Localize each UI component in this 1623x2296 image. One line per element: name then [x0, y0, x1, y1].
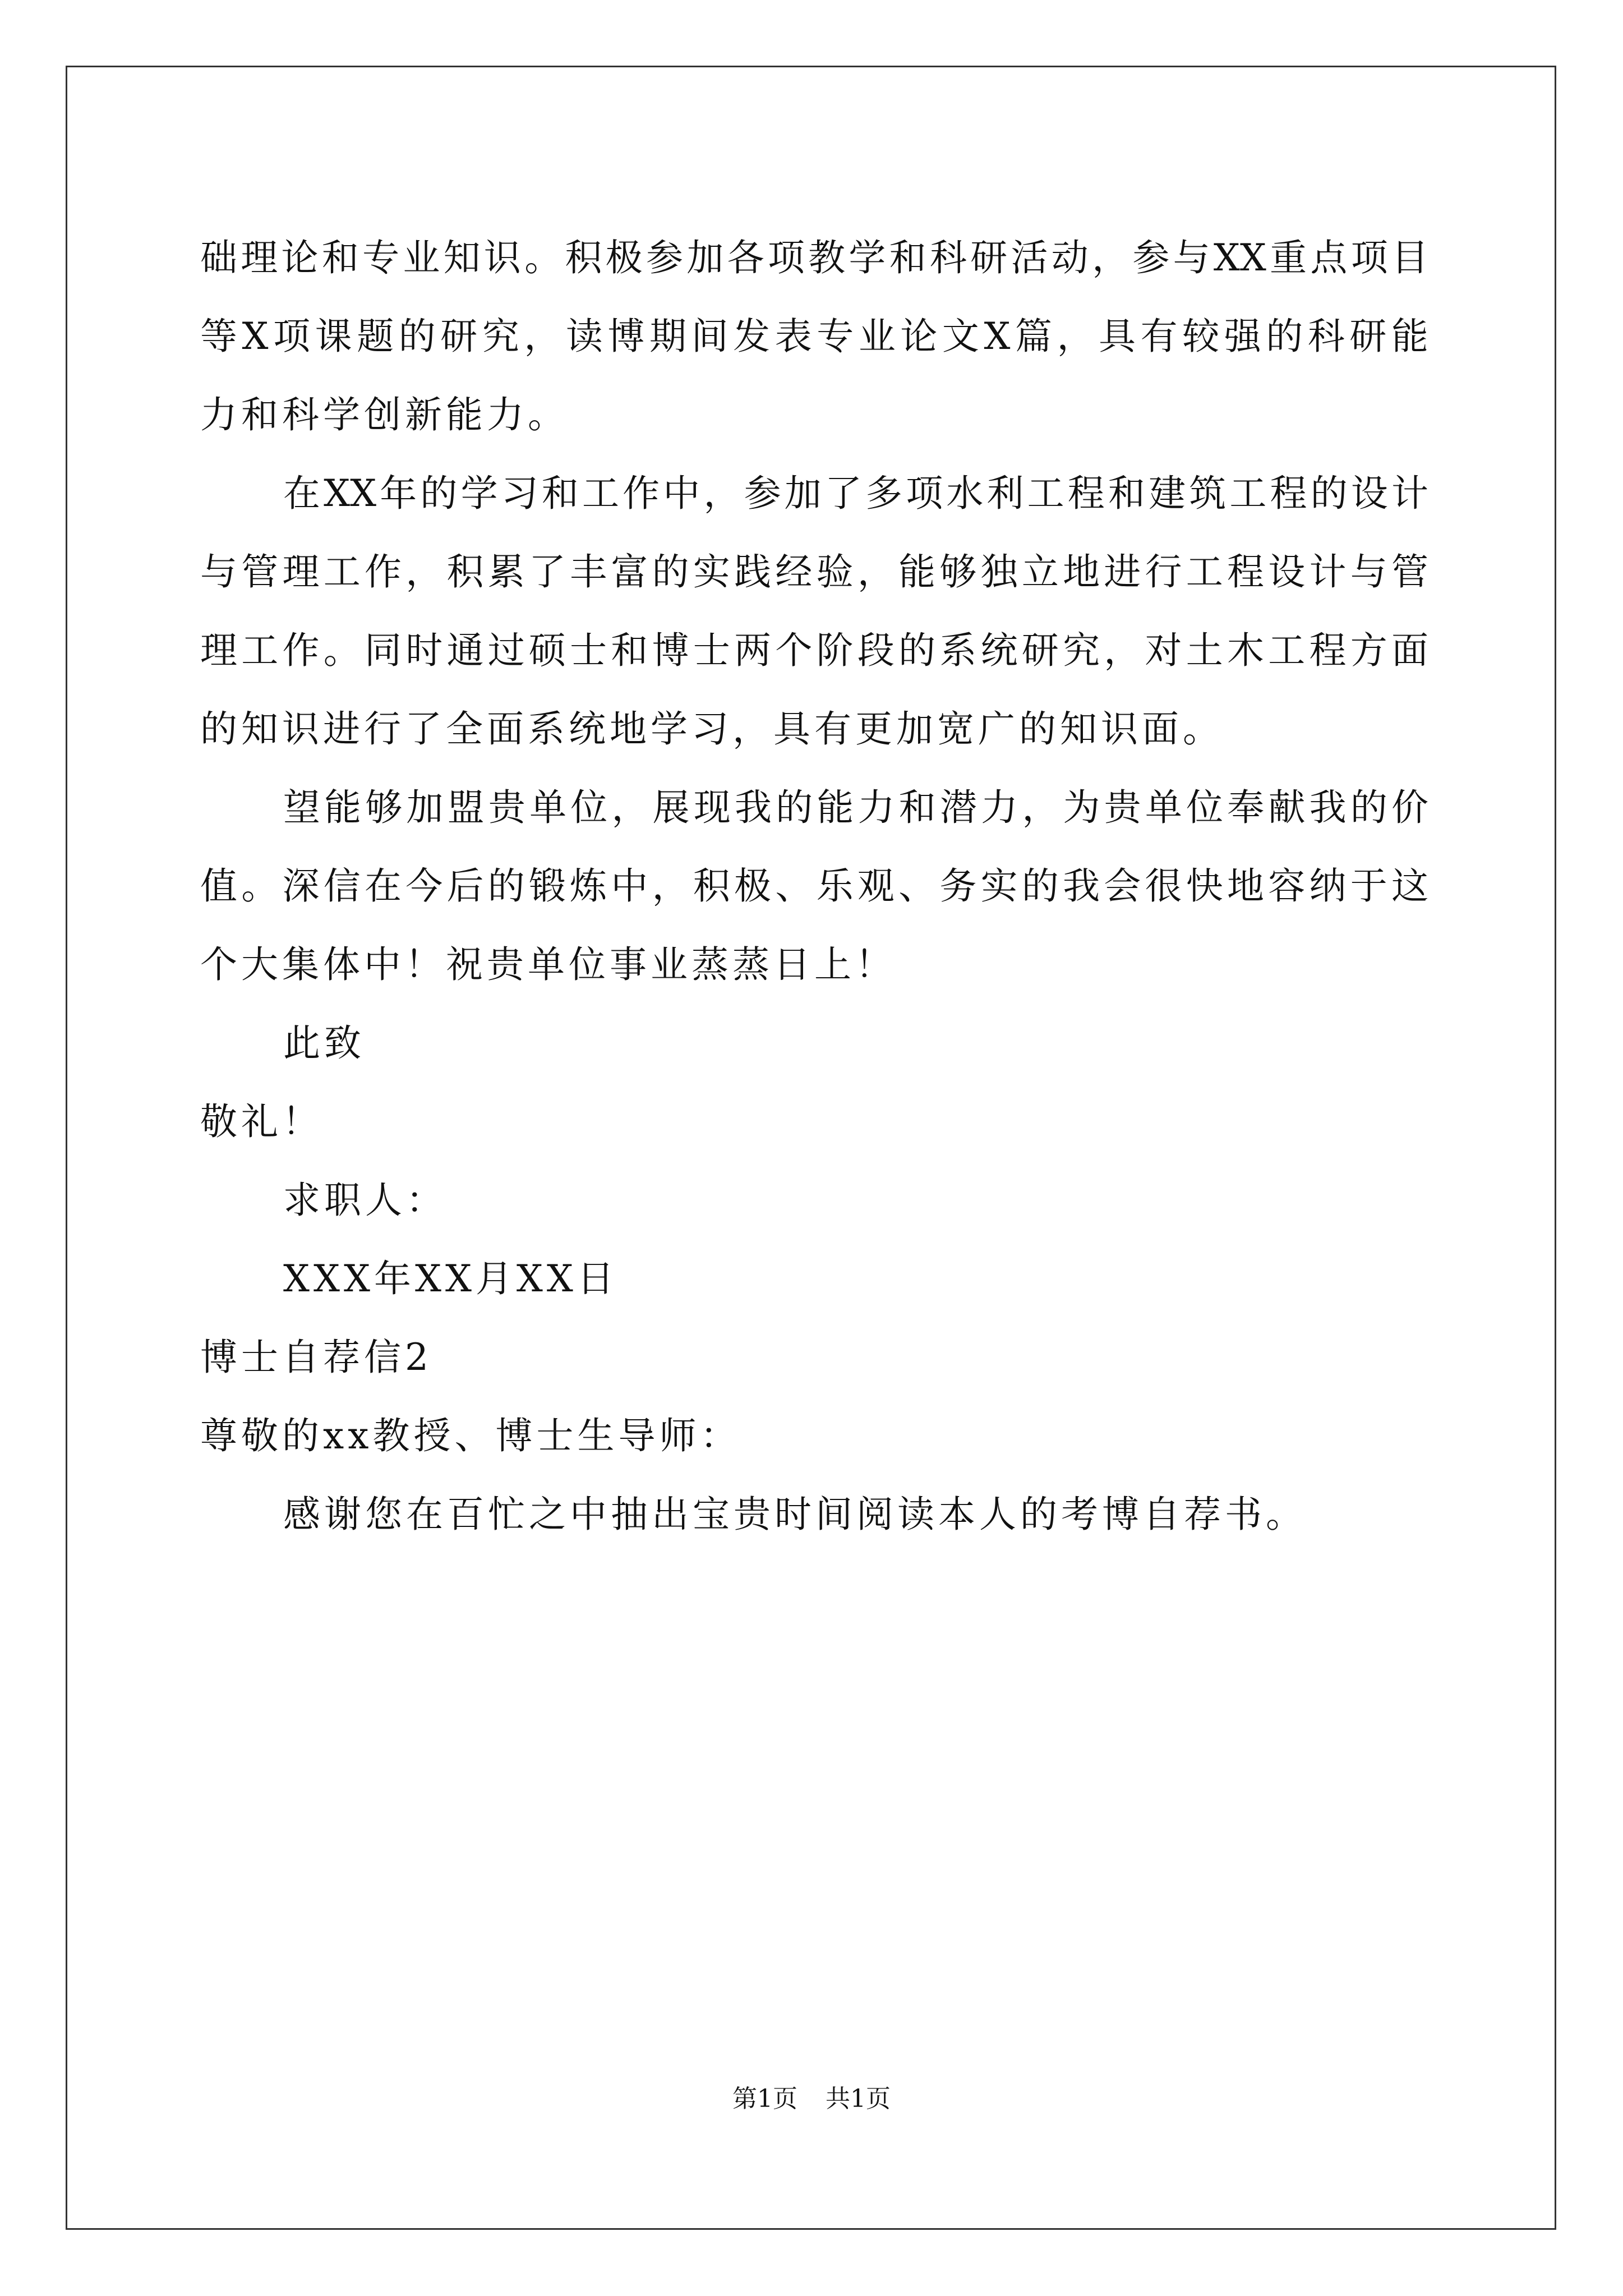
paragraph-line: 等X项课题的研究，读博期间发表专业论文X篇，具有较强的科研能 [200, 315, 1428, 358]
paragraph-line: 理工作。同时通过硕士和博士两个阶段的系统研究，对土木工程方面 [200, 629, 1428, 672]
paragraph-line: 值。深信在今后的锻炼中，积极、乐观、务实的我会很快地容纳于这 [200, 864, 1428, 908]
closing-line: 此致 [283, 1022, 365, 1065]
paragraph-line: 力和科学创新能力。 [200, 393, 569, 436]
paragraph-line: 在XX年的学习和工作中，参加了多项水利工程和建筑工程的设计 [283, 472, 1428, 515]
salutation-line: 敬礼！ [200, 1100, 323, 1143]
date-line: XXX年XX月XX日 [283, 1257, 618, 1300]
document-body [200, 219, 1428, 1554]
paragraph-line: 与管理工作，积累了丰富的实践经验，能够独立地进行工程设计与管 [200, 550, 1428, 593]
signature-label: 求职人： [283, 1179, 447, 1222]
page-total: 共1页 [826, 2085, 891, 2113]
page-footer [0, 2082, 1623, 2116]
section-heading: 博士自荐信2 [200, 1336, 432, 1379]
paragraph-line: 础理论和专业知识。积极参加各项教学和科研活动，参与XX重点项目 [200, 236, 1428, 279]
paragraph-line: 感谢您在百忙之中抽出宝贵时间阅读本人的考博自荐书。 [283, 1493, 1307, 1536]
greeting-line: 尊敬的xx教授、博士生导师： [200, 1414, 741, 1457]
page-number: 第1页 [732, 2085, 797, 2113]
paragraph-line: 望能够加盟贵单位，展现我的能力和潜力，为贵单位奉献我的价 [283, 786, 1428, 829]
paragraph-line: 个大集体中！祝贵单位事业蒸蒸日上！ [200, 943, 896, 986]
paragraph-line: 的知识进行了全面系统地学习，具有更加宽广的知识面。 [200, 707, 1224, 751]
